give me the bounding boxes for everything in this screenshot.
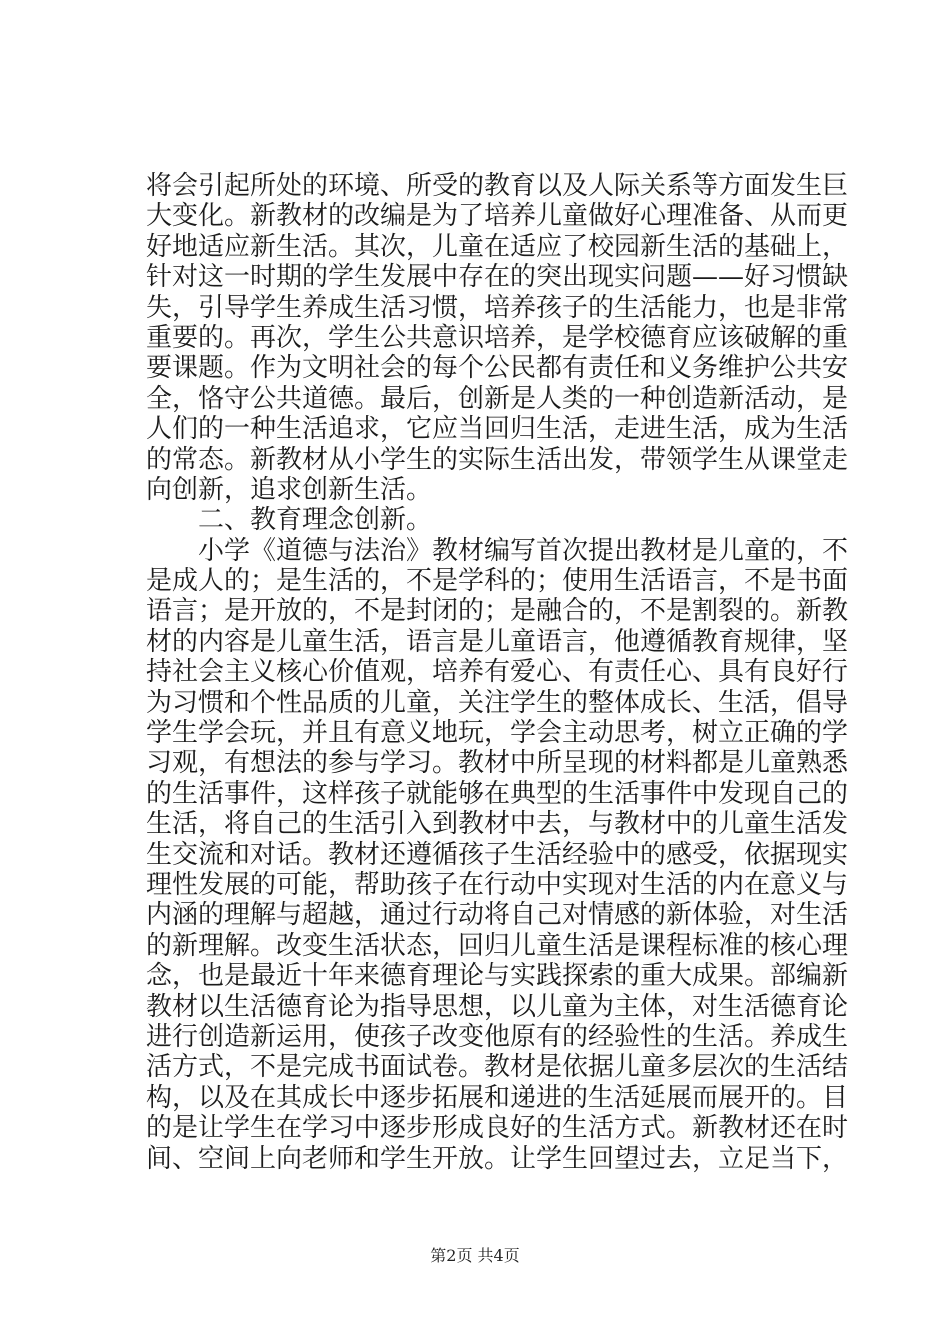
text-line: 为习惯和个性品质的儿童，关注学生的整体成长、生活，倡导 (146, 687, 849, 718)
text-line: 人们的一种生活追求，它应当回归生活，走进生活，成为生活 (146, 414, 849, 445)
text-line: 大变化。新教材的改编是为了培养儿童做好心理准备、从而更 (146, 201, 849, 232)
text-line: 的新理解。改变生活状态，回归儿童生活是课程标准的核心理 (146, 930, 849, 961)
text-line: 的生活事件，这样孩子就能够在典型的生活事件中发现自己的 (146, 778, 849, 809)
text-line: 内涵的理解与超越，通过行动将自己对情感的新体验，对生活 (146, 900, 849, 931)
text-line: 失，引导学生养成生活习惯，培养孩子的生活能力，也是非常 (146, 292, 849, 323)
text-line: 针对这一时期的学生发展中存在的突出现实问题——好习惯缺 (146, 262, 849, 293)
text-line: 的常态。新教材从小学生的实际生活出发，带领学生从课堂走 (146, 444, 849, 475)
text-line: 念，也是最近十年来德育理论与实践探索的重大成果。部编新 (146, 961, 849, 992)
text-line: 全，恪守公共道德。最后，创新是人类的一种创造新活动，是 (146, 383, 849, 414)
text-line: 好地适应新生活。其次，儿童在适应了校园新生活的基础上， (146, 231, 849, 262)
text-line: 小学《道德与法治》教材编写首次提出教材是儿童的，不 (146, 535, 849, 566)
text-line: 学生学会玩，并且有意义地玩，学会主动思考，树立正确的学 (146, 718, 849, 749)
body-text (146, 171, 849, 1174)
section-heading: 二、教育理念创新。 (146, 505, 433, 536)
text-line: 进行创造新运用，使孩子改变他原有的经验性的生活。养成生 (146, 1021, 849, 1052)
page-footer: 第2页 共4页 (430, 1246, 520, 1265)
text-line: 要课题。作为文明社会的每个公民都有责任和义务维护公共安 (146, 353, 849, 384)
text-line: 重要的。再次，学生公共意识培养，是学校德育应该破解的重 (146, 322, 849, 353)
text-line: 习观，有想法的参与学习。教材中所呈现的材料都是儿童熟悉 (146, 748, 849, 779)
text-line: 语言；是开放的，不是封闭的；是融合的，不是割裂的。新教 (146, 596, 849, 627)
text-line: 理性发展的可能，帮助孩子在行动中实现对生活的内在意义与 (146, 869, 849, 900)
text-line: 持社会主义核心价值观，培养有爱心、有责任心、具有良好行 (146, 657, 849, 688)
text-line: 的是让学生在学习中逐步形成良好的生活方式。新教材还在时 (146, 1113, 849, 1144)
text-line: 向创新，追求创新生活。 (146, 474, 433, 505)
text-line: 间、空间上向老师和学生开放。让学生回望过去，立足当下， (146, 1143, 849, 1174)
text-line: 生交流和对话。教材还遵循孩子生活经验中的感受，依据现实 (146, 839, 849, 870)
text-line: 生活，将自己的生活引入到教材中去，与教材中的儿童生活发 (146, 809, 849, 840)
text-line: 构，以及在其成长中逐步拓展和递进的生活延展而展开的。目 (146, 1082, 849, 1113)
text-line: 教材以生活德育论为指导思想，以儿童为主体，对生活德育论 (146, 991, 849, 1022)
text-line: 是成人的；是生活的，不是学科的；使用生活语言，不是书面 (146, 566, 849, 597)
text-line: 活方式，不是完成书面试卷。教材是依据儿童多层次的生活结 (146, 1052, 849, 1083)
text-line: 将会引起所处的环境、所受的教育以及人际关系等方面发生巨 (146, 171, 849, 201)
text-line: 材的内容是儿童生活，语言是儿童语言，他遵循教育规律，坚 (146, 626, 849, 657)
